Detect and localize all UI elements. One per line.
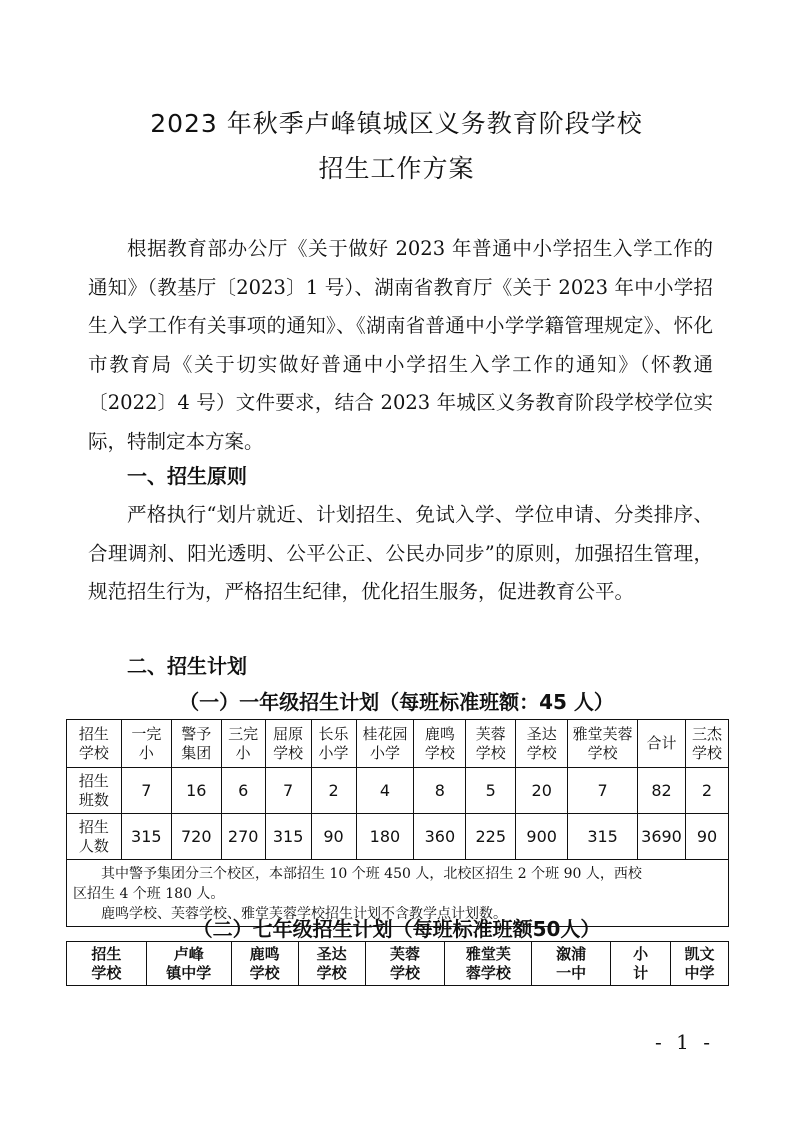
- table-cell: 270: [221, 814, 265, 860]
- school-name: 芙蓉: [389, 944, 420, 963]
- school-name: 蓉学校: [465, 963, 511, 982]
- school-cell: [685, 720, 728, 768]
- header-label-cell: [67, 720, 122, 768]
- note-line: 鹿鸣学校、芙蓉学校、雅堂芙蓉学校招生计划不含教学点计划数。: [101, 906, 507, 922]
- note-line: 区招生 4 个班 180 人。: [73, 886, 225, 902]
- school-cell: [121, 720, 171, 768]
- school-cell: [365, 942, 445, 986]
- school-name: 警予: [181, 724, 212, 743]
- intro-paragraph: 根据教育部办公厅《关于做好 2023 年普通中小学招生入学工作的通知》（教基厅〔2023〕1 号）、湖南省教育厅《关于 2023 年中小学招生入学工作有关事项的通知》、《湖南省普通中小学学籍管理规定》、怀化市教育局《关于切实做好普通中小学招生入学工作的通知》（怀教通〔2022〕4 号）文件要求，结合 2023 年城区义务教育阶段学校学位实际，特制定本方案。: [88, 237, 713, 453]
- school-cell: [265, 720, 311, 768]
- table-cell: 360: [414, 814, 466, 860]
- table2-header-row: [67, 942, 729, 986]
- school-cell: [231, 942, 298, 986]
- table-cell: 7: [121, 768, 171, 814]
- header-label-line2: 学校: [78, 743, 109, 762]
- school-cell: [414, 720, 466, 768]
- school-name: 三完: [228, 724, 259, 743]
- table-cell: 90: [311, 814, 356, 860]
- school-name: 学校: [316, 963, 347, 982]
- school-cell: [516, 720, 568, 768]
- row-label-cell: [67, 814, 122, 860]
- document-title-line2: 招生工作方案: [318, 154, 475, 183]
- header-label-line2: 学校: [91, 963, 122, 982]
- school-name: 三杰: [691, 724, 722, 743]
- table1-classes-row: [67, 768, 729, 814]
- table-cell: 4: [356, 768, 414, 814]
- table-cell: 5: [466, 768, 516, 814]
- school-name: 小学: [318, 743, 349, 762]
- subtotal-label: 计: [633, 963, 649, 982]
- row-label-cell: [67, 768, 122, 814]
- section2-heading: 二、招生计划: [127, 654, 247, 678]
- grade1-enrollment-table: [66, 719, 729, 927]
- school-name: 长乐: [318, 724, 349, 743]
- table-cell: 6: [221, 768, 265, 814]
- school-name: 学校: [691, 743, 722, 762]
- school-name: 雅堂芙蓉: [572, 724, 633, 743]
- school-name: 学校: [424, 743, 455, 762]
- subtotal-label: 小: [633, 944, 649, 963]
- school-name: 学校: [526, 743, 557, 762]
- total-header-cell: [638, 720, 686, 768]
- table-cell: 315: [568, 814, 638, 860]
- school-cell: [568, 720, 638, 768]
- table-cell: 16: [171, 768, 221, 814]
- school-cell: [311, 720, 356, 768]
- school-name: 凯文: [684, 944, 715, 963]
- school-name: 镇中学: [166, 963, 212, 982]
- school-name: 中学: [684, 963, 715, 982]
- school-name: 学校: [273, 743, 304, 762]
- school-cell: [445, 942, 532, 986]
- table-cell: 82: [638, 768, 686, 814]
- school-name: 小: [138, 743, 154, 762]
- table1-caption: （一）一年级招生计划（每班标准班额：45 人）: [179, 690, 614, 714]
- school-cell: [221, 720, 265, 768]
- school-cell: [298, 942, 365, 986]
- table-cell: 20: [516, 768, 568, 814]
- header-label-cell: [67, 942, 147, 986]
- table1-students-row: [67, 814, 729, 860]
- table-cell: 225: [466, 814, 516, 860]
- school-cell: [466, 720, 516, 768]
- school-name: 圣达: [526, 724, 557, 743]
- table-cell: 7: [568, 768, 638, 814]
- table-cell: 2: [311, 768, 356, 814]
- school-name: 溆浦: [556, 944, 587, 963]
- school-cell: [532, 942, 611, 986]
- school-name: 学校: [587, 743, 618, 762]
- subtotal-header-cell: [611, 942, 671, 986]
- header-label-line1: 招生: [91, 944, 122, 963]
- school-name: 圣达: [316, 944, 347, 963]
- school-name: 屈原: [273, 724, 304, 743]
- school-cell: [171, 720, 221, 768]
- school-name: 学校: [475, 743, 506, 762]
- school-name: 雅堂芙: [465, 944, 511, 963]
- school-name: 芙蓉: [475, 724, 506, 743]
- grade7-enrollment-table: [66, 941, 729, 986]
- row-label: 人数: [78, 836, 109, 855]
- school-name: 鹿鸣: [424, 724, 455, 743]
- table-cell: 2: [685, 768, 728, 814]
- school-name: 学校: [389, 963, 420, 982]
- school-name: 一中: [556, 963, 587, 982]
- school-name: 桂花园: [362, 724, 408, 743]
- section1-heading: 一、招生原则: [127, 464, 247, 488]
- table-cell: 180: [356, 814, 414, 860]
- table-cell: 7: [265, 768, 311, 814]
- section1-paragraph: 严格执行“划片就近、计划招生、免试入学、学位申请、分类排序、合理调剂、阳光透明、公平公正、公民办同步”的原则，加强招生管理，规范招生行为，严格招生纪律，优化招生服务，促进教育公平。: [88, 503, 713, 603]
- school-name: 小学: [369, 743, 400, 762]
- page-number: - 1 -: [655, 1030, 714, 1054]
- table-cell: 90: [685, 814, 728, 860]
- row-label: 招生: [78, 771, 109, 790]
- table-cell: 3690: [638, 814, 686, 860]
- row-label: 招生: [78, 817, 109, 836]
- school-cell: [671, 942, 729, 986]
- school-name: 小: [235, 743, 251, 762]
- school-name: 学校: [249, 963, 280, 982]
- table2-caption: （二）七年级招生计划（每班标准班额50人）: [192, 917, 601, 941]
- row-label: 班数: [78, 790, 109, 809]
- note-line: 其中警予集团分三个校区，本部招生 10 个班 450 人，北校区招生 2 个班 90 人，西校: [101, 866, 642, 882]
- school-cell: [356, 720, 414, 768]
- school-name: 鹿鸣: [249, 944, 280, 963]
- table-cell: 900: [516, 814, 568, 860]
- table-cell: 315: [265, 814, 311, 860]
- school-name: 卢峰: [173, 944, 204, 963]
- table-cell: 8: [414, 768, 466, 814]
- table1-header-row: [67, 720, 729, 768]
- table-cell: 720: [171, 814, 221, 860]
- header-label-line1: 招生: [78, 724, 109, 743]
- table-cell: 315: [121, 814, 171, 860]
- document-title-line1: 2023 年秋季卢峰镇城区义务教育阶段学校: [150, 109, 643, 138]
- school-name: 集团: [181, 743, 212, 762]
- school-cell: [146, 942, 231, 986]
- total-label: 合计: [646, 734, 677, 752]
- school-name: 一完: [131, 724, 162, 743]
